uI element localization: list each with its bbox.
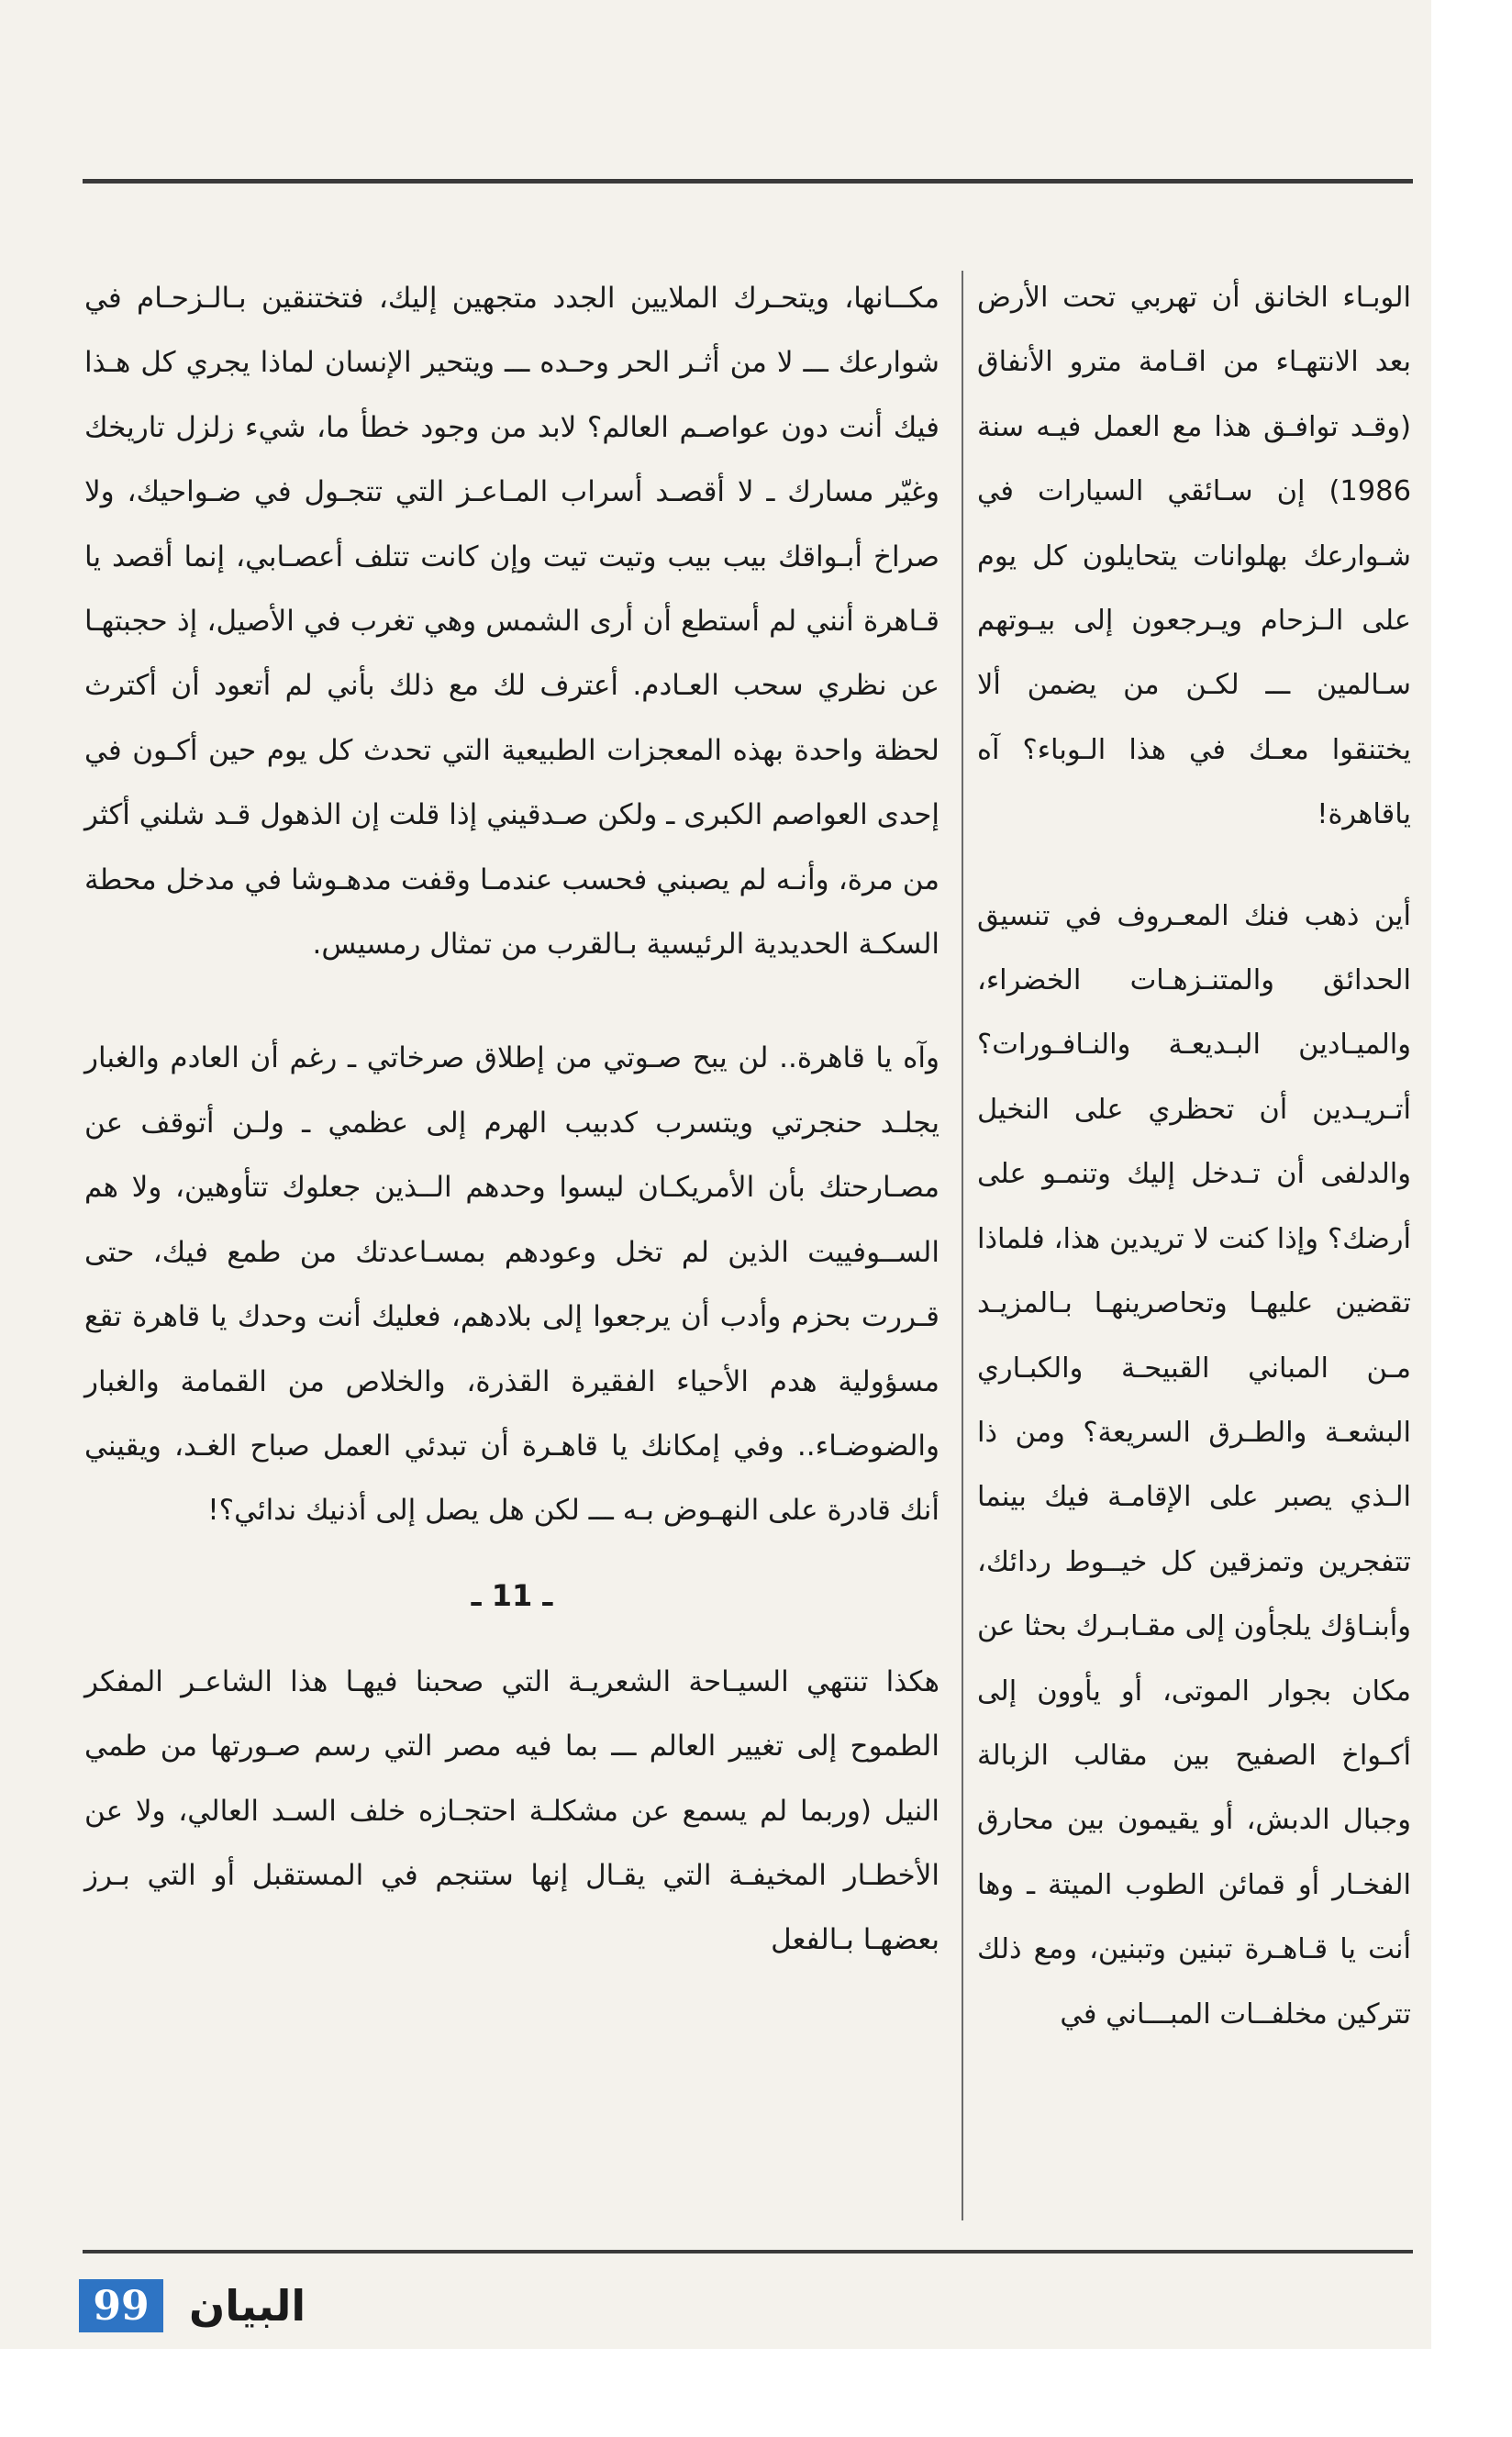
left-paragraph-3: هكذا تنتهي السيـاحة الشعريـة التي صحبنا فيهـا هذا الشاعـر المفكر الطموح إلى تغيير العالم ـــ بما فيه مصر التي رسم صـورتها من طمي النيل (وربما لم يسمع عن مشكلـة احتجـازه خلف السـد العالي، ولا عن الأخطـار المخيفـة التي يقـال إنها ستنجم في المستقبل أو التي بـرز بعضهـا بـالفعل	[84, 1664, 939, 1957]
magazine-name: البيان	[189, 2281, 306, 2331]
page-footer	[79, 2274, 306, 2338]
left-paragraph-1: مكــانها، ويتحـرك الملايين الجدد متجهين إليك، فتختنقين بـالـزحـام في شوارعك ـــ لا من أثـر الحر وحـده ـــ ويتحير الإنسان لماذا يجري كل هـذا فيك أنت دون عواصـم العالم؟ لابد من وجود خطأ ما، شيء زلزل تاريخك وغيّر مسارك ـ لا أقصـد أسراب المـاعـز التي تتجـول في ضـواحيك، ولا صراخ أبـواقك بيب بيب وتيت تيت وإن كانت تتلف أعصـابي، إنما أقصد يا قـاهرة أنني لم أستطع أن أرى الشمس وهي تغرب في الأصيل، إذ حجبتهـا عن نظري سحب العـادم. أعترف لك مع ذلك بأني لم أتعود أن أكترث لحظة واحدة بهذه المعجزات الطبيعية التي تحدث كل يوم حين أكـون في إحدى العواصم الكبرى ـ ولكن صـدقيني إذا قلت إن الذهول قـد شلني أكثر من مرة، وأنـه لم يصبني فحسب عندمـا وقفت مدهـوشا في مدخل محطة السكـة الحديدية الرئيسية بـالقرب من تمثال رمسيس.	[84, 282, 939, 962]
left-column	[84, 266, 939, 1973]
section-number: ـ 11 ـ	[471, 1577, 553, 1613]
right-column	[977, 266, 1411, 2047]
left-paragraph-2: وآه يا قاهرة.. لن يبح صـوتي من إطلاق صرخاتي ـ رغم أن العادم والغبار يجلـد حنجرتي ويتسرب كدبيب الهرم إلى عظمي ـ ولـن أتوقف عن مصـارحتك بأن الأمريكـان ليسوا وحدهم الــذين جعلوك تتأوهين، ولا هم الســوفييت الذين لم تخل وعودهم بمسـاعدتك من طمع فيك، حتى قـررت بحزم وأدب أن يرجعوا إلى بلادهم، فعليك أنت وحدك يا قاهرة تقع مسؤولية هدم الأحياء الفقيرة القذرة، والخلاص من القمامة والغبار والضوضـاء.. وفي إمكانك يا قاهـرة أن تبدئي العمل صباح الغـد، ويقيني أنك قادرة على النهـوض بـه ـــ لكن هل يصل إلى أذنيك ندائي؟!	[84, 1041, 939, 1528]
right-paragraph-2: أين ذهب فنك المعـروف في تنسيق الحدائق والمتنـزهـات الخضراء، والميـادين البـديعـة والنـافـورات؟ أتـريـدين أن تحظري على النخيل والدلفى أن تـدخل إليك وتنمـو على أرضك؟ وإذا كنت لا تريدين هذا، فلماذا تقضين عليهـا وتحاصرينهـا بـالمزيـد مـن المباني القبيحـة والكبـاري البشعـة والطـرق السريعة؟ ومن ذا الـذي يصبر على الإقامـة فيك بينما تتفجرين وتمزقين كل خيــوط ردائك، وأبنـاؤك يلجأون إلى مقـابـرك بحثا عن مكان بجوار الموتى، أو يأوون إلى أكـواخ الصفيح بين مقالب الزبالة وجبال الدبش، أو يقيمون بين محارق الفخـار أو قمائن الطوب الميتة ـ وها أنت يا قـاهـرة تبنين وتبنين، ومع ذلك تتركين مخلفــات المبـــاني في	[977, 899, 1411, 2031]
right-paragraph-1: الوبـاء الخانق أن تهربي تحت الأرض بعد الانتهـاء من اقـامة مترو الأنفاق (وقـد توافـق هذا مع العمل فيـه سنة 1986) إن سـائقي السيارات في شـوارعك بهلوانات يتحايلون كل يوم على الـزحام ويـرجعون إلى بيـوتهم سـالمين ـــ لكـن من يضمن ألا يختنقوا معـك في هذا الـوباء؟ آه ياقاهرة!	[977, 282, 1411, 831]
page-number-badge: 99	[79, 2279, 163, 2332]
top-rule	[83, 179, 1413, 184]
bottom-rule	[83, 2250, 1413, 2253]
column-divider	[962, 271, 963, 2220]
